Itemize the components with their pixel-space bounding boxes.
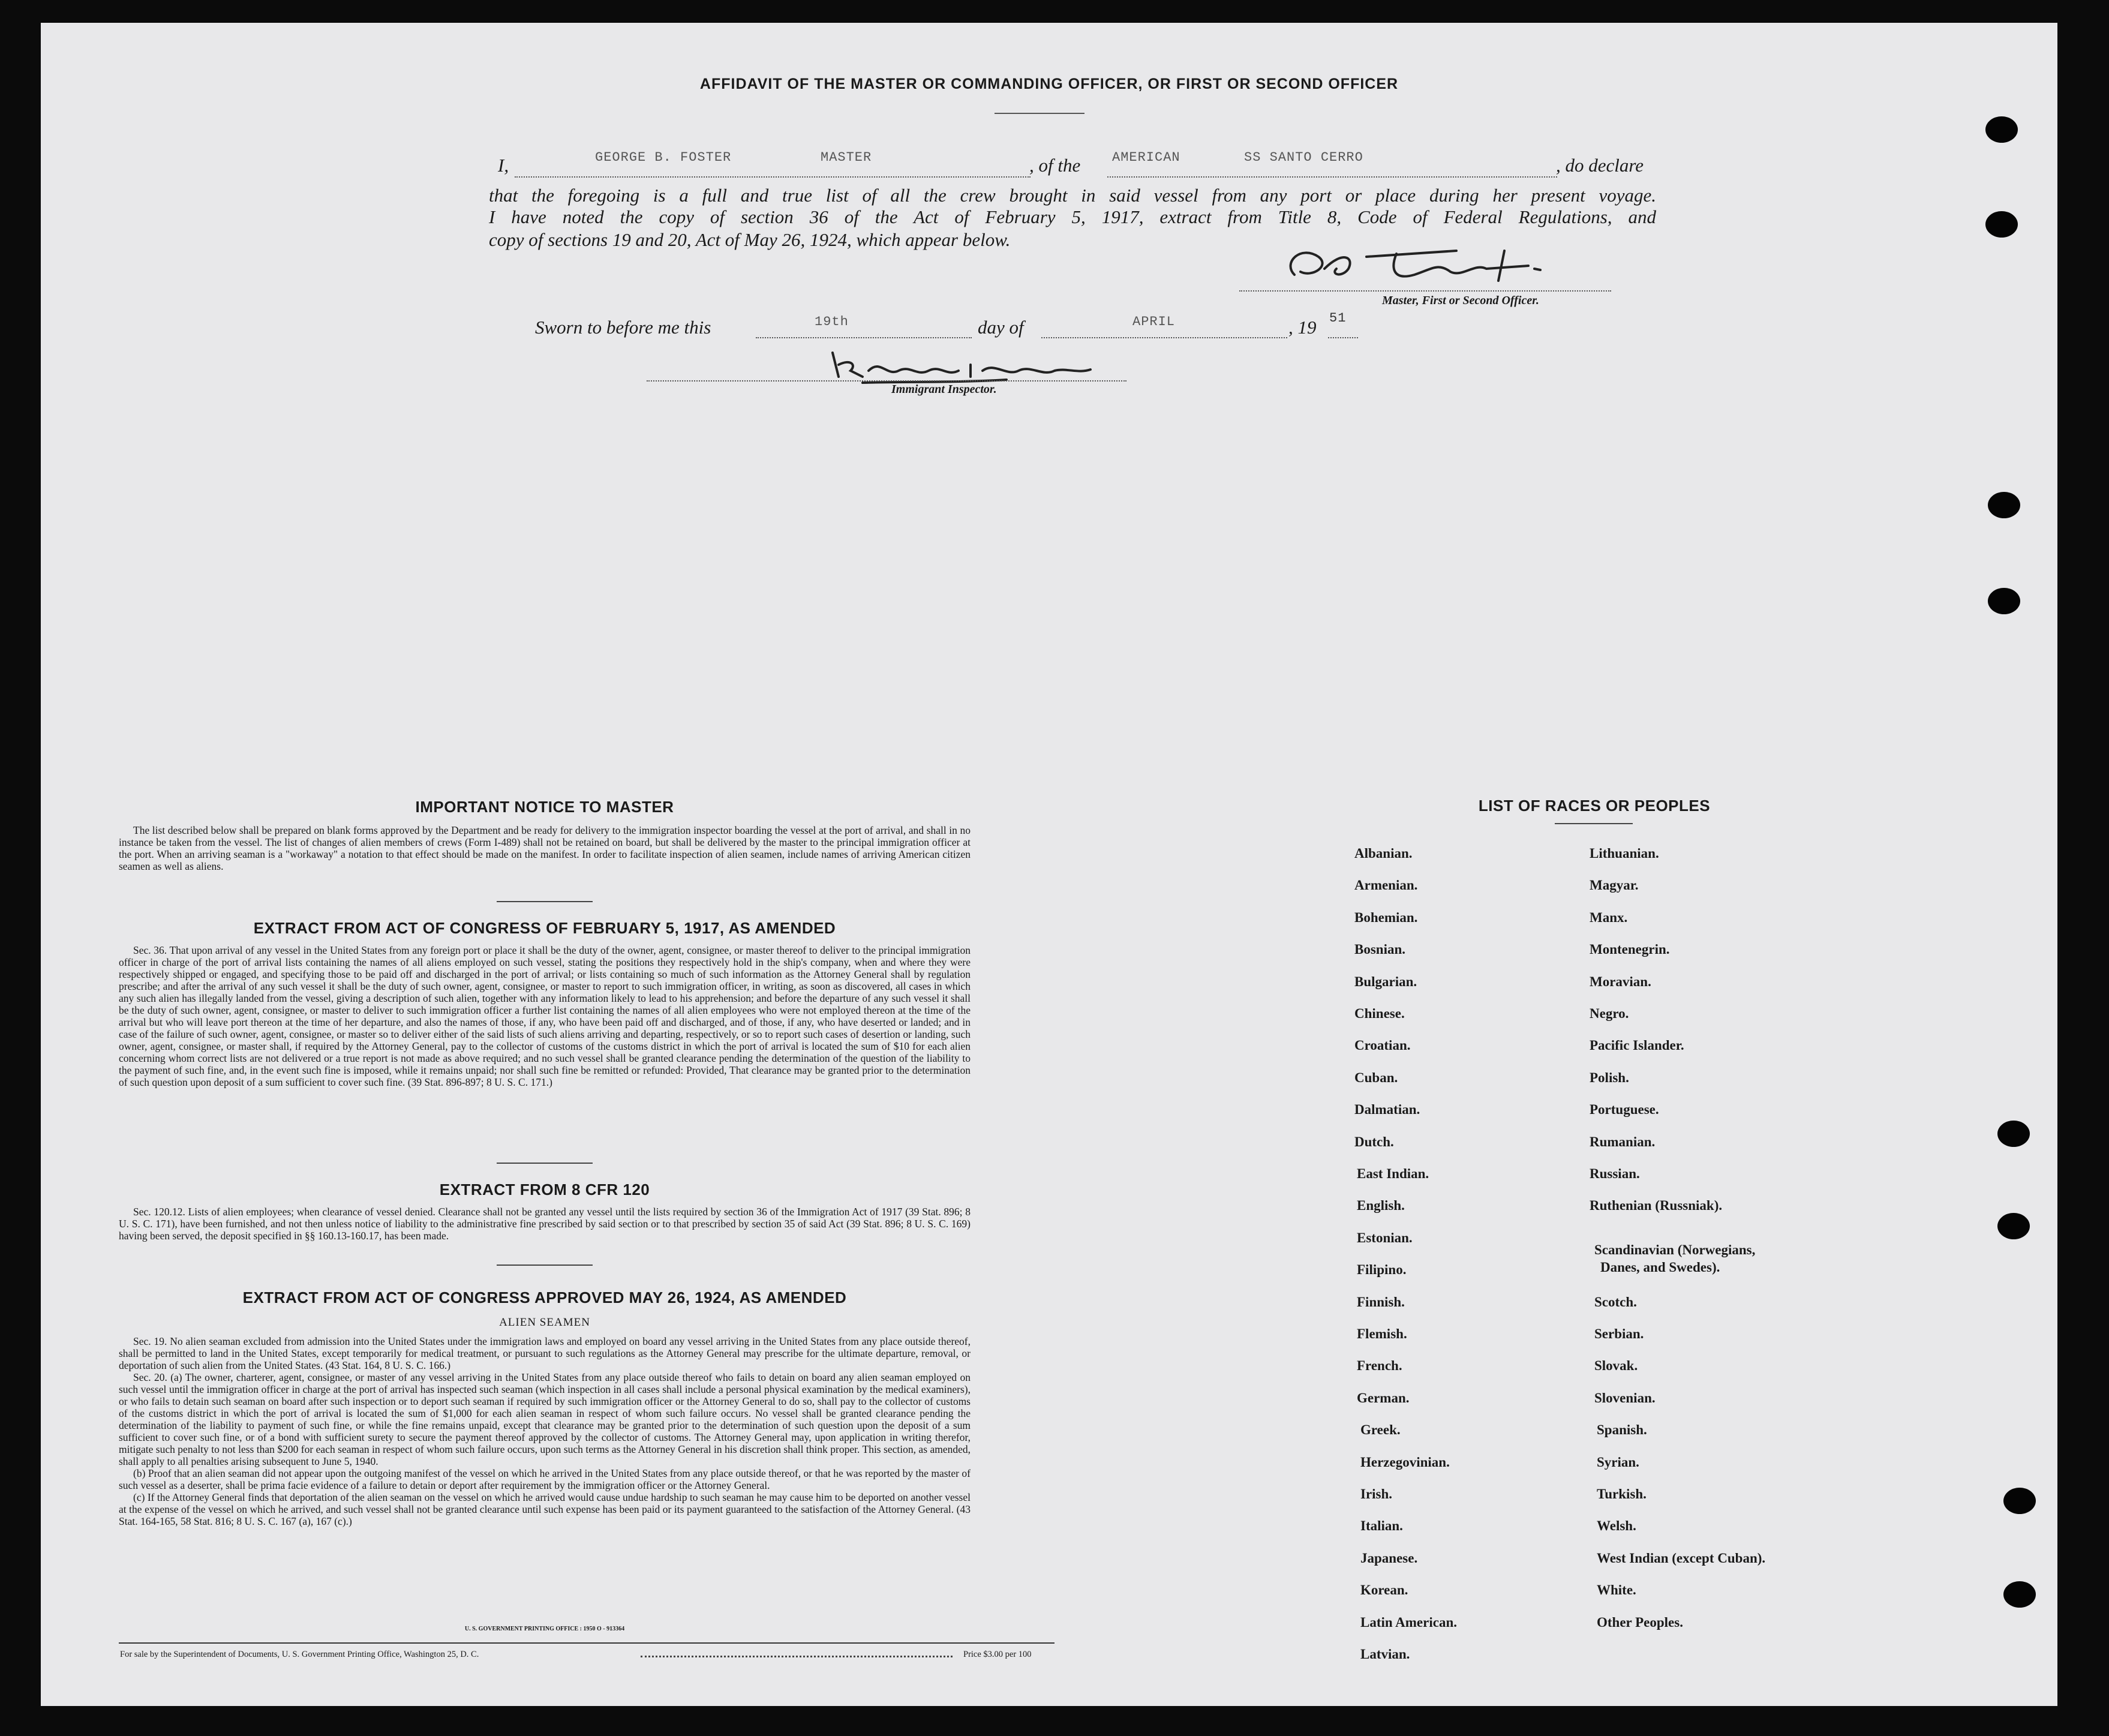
race-item: English. (1357, 1198, 1405, 1214)
race-item: Slovak. (1594, 1358, 1638, 1374)
race-item: Russian. (1590, 1166, 1640, 1181)
races-divider (1555, 823, 1633, 824)
notice-text: The list described below shall be prepared on blank forms approved by the Department and be ready for delivery to the immigration inspector boarding the vessel at the port of arrival, and shall in no instance be taken from the vessel. The list of changes of alien members of crews (Form I-489) shall not be retained on board, but shall be delivered by the master to the principal immigration officer at the port. When an arriving seaman is a "workaway" a notation to that effect should be made on the manifest. In order to facilitate inspection of alien seamen, include names of arriving American citizen seamen as well as aliens. (119, 824, 971, 872)
race-item: Estonian. (1357, 1230, 1413, 1245)
race-item: Italian. (1360, 1518, 1403, 1534)
race-item: Bosnian. (1354, 942, 1406, 957)
race-item: Negro. (1590, 1006, 1629, 1021)
sworn-day-line (756, 337, 972, 338)
race-item: Chinese. (1354, 1006, 1405, 1021)
race-item: Albanian. (1354, 846, 1413, 861)
punch-hole (1997, 1213, 2030, 1239)
race-item: Scandinavian (Norwegians, (1594, 1242, 1756, 1257)
year-suffix: 51 (1329, 311, 1347, 326)
do-declare-label: , do declare (1556, 155, 1644, 176)
race-item: Latin American. (1360, 1614, 1457, 1630)
document-page (41, 23, 2057, 1706)
cfr-divider (497, 1265, 593, 1266)
vessel-nationality: AMERICAN (1112, 150, 1180, 165)
sec-19-paragraph: Sec. 19. No alien seaman excluded from admission into the United States under the immigration laws and employed on board any vessel arriving in the United States from any place outside thereof, shall be permitted to land in the United States, except temporarily for medical treatment, or pursuant to such regulations as the Attorney General may prescribe for the ultimate departure, removal, or deportation of such alien from the United States. (43 Stat. 164, 8 U. S. C. 166.) (119, 1335, 971, 1371)
race-item: Croatian. (1354, 1038, 1411, 1053)
race-item: Moravian. (1590, 974, 1651, 989)
notice-title: IMPORTANT NOTICE TO MASTER (415, 798, 674, 816)
sworn-month: APRIL (1132, 314, 1176, 329)
punch-hole (1985, 116, 2018, 143)
race-item: Other Peoples. (1597, 1614, 1683, 1630)
cfr-title: EXTRACT FROM 8 CFR 120 (439, 1181, 650, 1199)
punch-hole (1988, 492, 2020, 518)
race-item: Bohemian. (1354, 909, 1418, 925)
master-name-line (515, 176, 1031, 178)
race-item: Magyar. (1590, 878, 1639, 893)
race-item: Portuguese. (1590, 1102, 1659, 1118)
footer-leader (641, 1656, 953, 1657)
race-item: Rumanian. (1590, 1134, 1656, 1149)
race-item: Serbian. (1594, 1326, 1644, 1341)
footer-rule (119, 1642, 1054, 1644)
race-item: Spanish. (1597, 1422, 1647, 1438)
affidavit-line-3: I have noted the copy of section 36 of the Act of February 5, 1917, extract from Title 8, Code of Federal Regulations, and (489, 206, 1656, 227)
race-item: French. (1357, 1358, 1402, 1374)
affidavit-line-2: that the foregoing is a full and true list of all the crew brought in said vessel from any port or place during her present voyage. (489, 185, 1656, 206)
punch-hole (2003, 1581, 2036, 1608)
sec-20b-paragraph: (b) Proof that an alien seaman did not appear upon the outgoing manifest of the vessel on which he arrived in the United States from any place outside thereof, or that he was reported by the master of such vessel as a deserter, shall be prima facie evidence of a failure to detain or deport after requirement by the immigration officer or the Attorney General. (119, 1467, 971, 1491)
race-item: Bulgarian. (1354, 974, 1417, 989)
extract-1917-title: EXTRACT FROM ACT OF CONGRESS OF FEBRUARY 5, 1917, AS AMENDED (253, 919, 836, 937)
race-item: Armenian. (1354, 878, 1418, 893)
sworn-label: Sworn to before me this (535, 317, 711, 338)
punch-hole (1997, 1121, 2030, 1147)
cfr-text: Sec. 120.12. Lists of alien employees; when clearance of vessel denied. Clearance shall not be granted any vessel until the lists required by section 36 of the Immigration Act of 1917 (39 Stat. 896; 8 U. S. C. 171), have been furnished, and not then unless notice of liability to the administrative fine prescribed by said section or to that prescribed by section 35 of said Act (39 Stat. 896; 8 U. S. C. 169) having been served, the deposit specified in §§ 160.13-160.17, has been made. (119, 1206, 971, 1242)
race-item: Irish. (1360, 1486, 1393, 1501)
race-item: Japanese. (1360, 1550, 1418, 1566)
race-item: Pacific Islander. (1590, 1038, 1684, 1053)
master-caption: Master, First or Second Officer. (1382, 294, 1539, 307)
inspector-signature-line (647, 380, 1126, 382)
extract-1924-title: EXTRACT FROM ACT OF CONGRESS APPROVED MAY 26, 1924, AS AMENDED (242, 1289, 847, 1306)
master-signature-line (1239, 290, 1611, 292)
master-signature (1276, 239, 1612, 293)
race-item: Korean. (1360, 1582, 1408, 1598)
race-item: Herzegovinian. (1360, 1454, 1450, 1470)
gpo-line: U. S. GOVERNMENT PRINTING OFFICE : 1950 O - 913364 (464, 1626, 625, 1632)
year-line (1328, 337, 1358, 338)
sworn-day: 19th (815, 314, 849, 329)
notice-divider (497, 901, 593, 902)
affidavit-line-4: copy of sections 19 and 20, Act of May 26, 1924, which appear below. (489, 229, 1011, 250)
races-title: LIST OF RACES OR PEOPLES (1478, 797, 1711, 815)
of-the-label: , of the (1029, 155, 1081, 176)
inspector-caption: Immigrant Inspector. (891, 383, 997, 396)
title-divider (995, 113, 1084, 114)
race-item: Scotch. (1594, 1294, 1637, 1309)
extract-1917-text: Sec. 36. That upon arrival of any vessel in the United States from any foreign port or place it shall be the duty of the owner, agent, consignee, or master thereof to deliver to the principal immigration officer in charge of the port of arrival lists containing the names of all aliens employed on such vessel, stating the positions they respectively hold in the ship's company, when and where they were respectively shipped or engaged, and specifying those to be paid off and discharged in the port of arrival; or lists containing so much of such information as the Attorney General shall by regulation prescribe; and after the arrival of any such vessel it shall be the duty of such owner, agent, consignee, or master to report to such immigration officer, in writing, as soon as discovered, all cases in which any such alien has illegally landed from the vessel, giving a description of such alien, together with any information likely to lead to his apprehension; and before the departure of any such vessel it shall be the duty of such owner, agent, consignee, or master to deliver to such immigration officer a further list containing the names of all alien employees who were not employed thereon at the time of the arrival but who will leave port thereon at the time of her departure, and also the names of those, if any, who have been paid off and discharged, and of those, if any, who have deserted or landed; and in case of the failure of such owner, agent, consignee, or master so to deliver either of the said lists of such aliens arriving and departing, respectively, or so to report such cases of desertion or landing, such owner, agent, consignee, or master shall, if required by the Attorney General, pay to the collector of customs of the customs district in which the port of arrival is located the sum of $10 for each alien concerning whom correct lists are not delivered or a true report is not made as above required; and no such vessel shall be granted clearance pending the determination of the question of the liability to the payment of such fine, and, in the event such fine is imposed, while it remains unpaid; nor shall such fine be remitted or refunded: Provided, That clearance may be granted prior to the determination of such question upon deposit of a sum sufficient to cover such fine. (39 Stat. 896-897; 8 U. S. C. 171.) (119, 944, 971, 1088)
race-item: Lithuanian. (1590, 846, 1659, 861)
year-prefix: , 19 (1288, 317, 1317, 338)
extract-1924-text (119, 1335, 971, 1527)
race-item: Polish. (1590, 1070, 1629, 1085)
race-item: Syrian. (1597, 1454, 1639, 1470)
affidavit-title: AFFIDAVIT OF THE MASTER OR COMMANDING OFFICER, OR FIRST OR SECOND OFFICER (699, 76, 1399, 92)
race-item: White. (1597, 1582, 1636, 1598)
vessel-line (1107, 176, 1557, 178)
punch-hole (2003, 1488, 2036, 1514)
footer-left: For sale by the Superintendent of Documents, U. S. Government Printing Office, Washington 25, D. C. (120, 1650, 479, 1659)
race-item: Cuban. (1354, 1070, 1398, 1085)
race-item: Finnish. (1357, 1294, 1405, 1309)
punch-hole (1988, 588, 2020, 614)
race-item: Dalmatian. (1354, 1102, 1420, 1118)
extract-1917-divider (497, 1163, 593, 1164)
extract-1924-subtitle: ALIEN SEAMEN (499, 1316, 590, 1329)
race-item: Montenegrin. (1590, 942, 1670, 957)
race-item: West Indian (except Cuban). (1597, 1550, 1766, 1566)
race-item: German. (1357, 1390, 1410, 1405)
race-item: Welsh. (1597, 1518, 1636, 1534)
master-name: GEORGE B. FOSTER (595, 150, 732, 165)
sec-20c-paragraph: (c) If the Attorney General finds that deportation of the alien seaman on the vessel on which he arrived would cause undue hardship to such seaman he may cause him to be deported on another vessel at the expense of the vessel on which he arrived, and such vessel shall not be granted clearance until such expense has been paid or its payment guaranteed to the satisfaction of the Attorney General. (43 Stat. 164-165, 58 Stat. 816; 8 U. S. C. 167 (a), 167 (c).) (119, 1491, 971, 1527)
race-item: Danes, and Swedes). (1600, 1260, 1720, 1275)
race-item: Dutch. (1354, 1134, 1394, 1149)
race-item: Ruthenian (Russniak). (1590, 1198, 1723, 1214)
footer-right: Price $3.00 per 100 (963, 1650, 1032, 1659)
race-item: East Indian. (1357, 1166, 1429, 1181)
master-rank: MASTER (821, 150, 872, 165)
sworn-month-line (1041, 337, 1287, 338)
punch-hole (1985, 211, 2018, 238)
race-item: Manx. (1590, 909, 1628, 925)
i-label: I, (498, 155, 509, 176)
race-item: Greek. (1360, 1422, 1401, 1438)
race-item: Filipino. (1357, 1262, 1407, 1278)
race-item: Flemish. (1357, 1326, 1407, 1341)
race-item: Latvian. (1360, 1647, 1410, 1662)
vessel-name: SS SANTO CERRO (1244, 150, 1363, 165)
race-item: Slovenian. (1594, 1390, 1656, 1405)
race-item: Turkish. (1597, 1486, 1647, 1501)
day-of-label: day of (978, 317, 1024, 338)
sec-20a-paragraph: Sec. 20. (a) The owner, charterer, agent, consignee, or master of any vessel arriving in the United States from any place outside thereof who fails to detain on board any alien seaman employed on such vessel until the immigration officer in charge at the port of arrival has inspected such seaman (which inspection in all cases shall include a personal physical examination by the medical examiners), or who fails to detain such seaman on board after such inspection or to deport such seaman if required by such immigration officer or the Attorney General to do so, shall pay to the collector of customs of the customs district in which the port of arrival is located the sum of $1,000 for each alien seaman in respect of whom such failure occurs. No vessel shall be granted clearance pending the determination of the liability to payment of such fine, or while the fine remains unpaid, except that clearance may be granted prior to the determination of such question upon the deposit of a sum sufficient to cover such fine, or of a bond with sufficient surety to secure the payment thereof approved by the collector of customs. The Attorney General may, upon application in writing therefor, mitigate such penalty to not less than $200 for each seaman in respect of whom such failure occurs, upon such terms as the Attorney General in his discretion shall think proper. This section, as amended, shall apply to all penalties arising subsequent to June 5, 1940. (119, 1371, 971, 1467)
